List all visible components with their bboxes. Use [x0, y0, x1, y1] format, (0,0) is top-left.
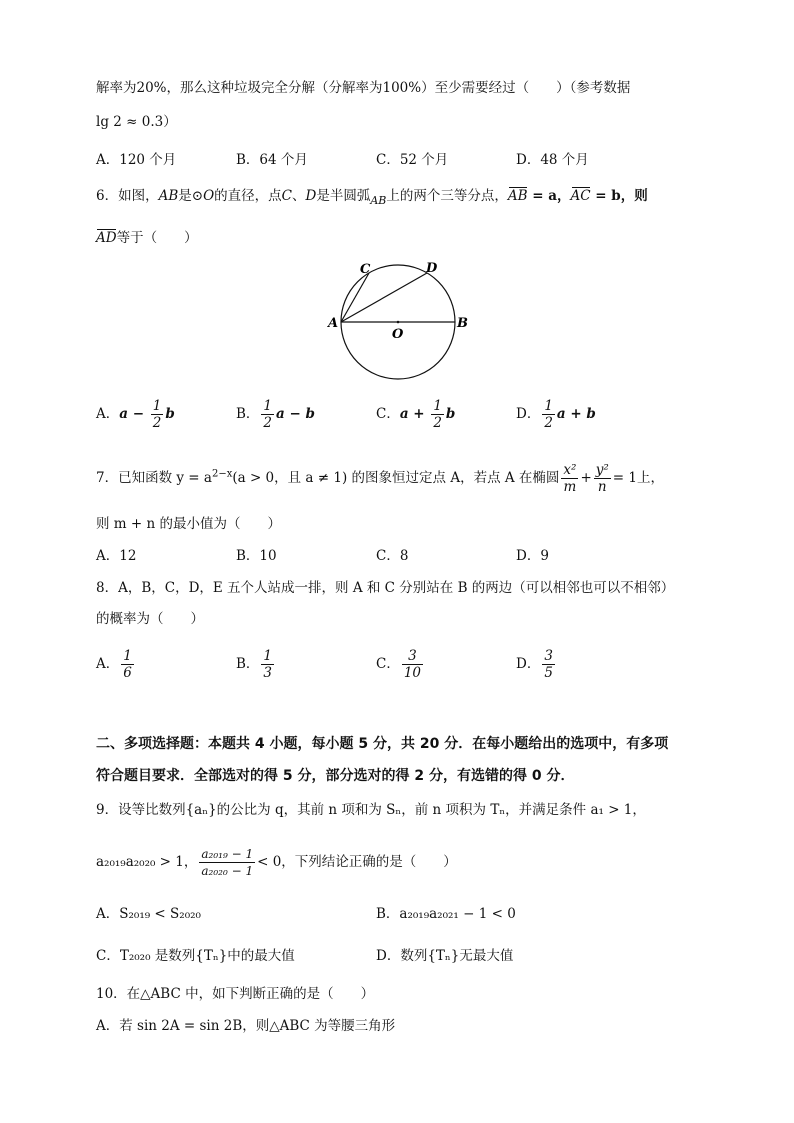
q6-circle-figure — [320, 258, 480, 392]
q10-option-a: A．若 sin 2A = sin 2B，则△ABC 为等腰三角形 — [96, 1018, 396, 1034]
label-b: B — [457, 316, 468, 331]
q7-option-b: B．10 — [236, 548, 277, 564]
label-a: A — [328, 316, 339, 331]
q5-continuation-line1: 解率为20%，那么这种垃圾完全分解（分解率为100%）至少需要经过（ ）（参考数据 — [96, 80, 631, 96]
q5-option-d: D．48 个月 — [516, 152, 589, 168]
label-o: O — [392, 327, 404, 342]
q9-option-c: C．T₂₀₂₀ 是数列{Tₙ}中的最大值 — [96, 948, 295, 964]
q8-stem-line1: 8．A，B，C，D，E 五个人站成一排，则 A 和 C 分别站在 B 的两边（可以相邻也可以不相邻） — [96, 580, 675, 596]
q8-option-b: B． $\frac{1}{3}$ — [236, 648, 273, 681]
q9-option-b: B．a₂₀₁₉a₂₀₂₁ − 1 < 0 — [376, 906, 516, 922]
vector-ad: AD — [96, 230, 117, 246]
label-d: D — [426, 261, 438, 276]
q6-option-c: C．a + $\frac{1}{2}$ b — [376, 398, 456, 431]
q7-stem: 7．已知函数 $y = a^{2-x}(a > 0$，且 a ≠ 1) 的图象恒过定点 A，若点 A 在椭圆 $\frac{\text{x²}}{m}$ + $\frac{\text{y²}}{n}$ = 1上， — [96, 462, 664, 495]
q6-stem-line2: AD等于（ ） — [96, 230, 198, 246]
q5-continuation-line2: lg 2 ≈ 0.3） — [96, 114, 177, 130]
q8-stem-line2: 的概率为（ ） — [96, 611, 204, 627]
q8-option-c: C． $\frac{3}{10}$ — [376, 648, 422, 681]
q10-stem: 10．在△ABC 中，如下判断正确的是（ ） — [96, 986, 375, 1002]
q7-option-d: D．9 — [516, 548, 549, 564]
q9-stem-line2: a₂₀₁₉a₂₀₂₀ > 1， $\frac{\text{a₂₀₁₉ − 1}}{\text{a₂₀₂₀ − 1}}$ < 0，下列结论正确的是（ ） — [96, 847, 457, 878]
q9-stem-line1: 9．设等比数列{aₙ}的公比为 q，其前 n 项和为 Sₙ，前 n 项积为 Tₙ，并满足条件 a₁ > 1， — [96, 802, 646, 818]
q7-stem-line2: 则 m + n 的最小值为（ ） — [96, 516, 281, 532]
q6-option-d: D． $\frac{1}{2}$ a + b — [516, 398, 596, 431]
q7-option-c: C．8 — [376, 548, 409, 564]
section2-heading-line2: 符合题目要求．全部选对的得 5 分，部分选对的得 2 分，有选错的得 0 分． — [96, 768, 575, 784]
q8-option-a: A． $\frac{1}{6}$ — [96, 648, 132, 681]
q5-option-b: B．64 个月 — [236, 152, 308, 168]
q6-option-b: B． $\frac{1}{2}$ a − b — [236, 398, 315, 431]
section2-heading-line1: 二、多项选择题：本题共 4 小题，每小题 5 分，共 20 分．在每小题给出的选项中，有多项 — [96, 736, 669, 752]
q9-option-d: D．数列{Tₙ}无最大值 — [376, 948, 514, 964]
q5-option-c: C．52 个月 — [376, 152, 449, 168]
q8-option-d: D． $\frac{3}{5}$ — [516, 648, 553, 681]
q9-option-a: A．S₂₀₁₉ < S₂₀₂₀ — [96, 906, 201, 922]
q7-option-a: A．12 — [96, 548, 137, 564]
q6-option-a: A．a − $\frac{1}{2}$ b — [96, 398, 175, 431]
q6-stem: 6．如图，AB是⊙O的直径，点C、D是半圆弧$_{AB}$上的两个三等分点，AB = a，AC = b，则 — [96, 188, 648, 207]
label-c: C — [360, 262, 371, 277]
vector-ac: AC — [570, 188, 591, 204]
q5-option-a: A．120 个月 — [96, 152, 177, 168]
vector-ab: AB — [507, 188, 528, 204]
